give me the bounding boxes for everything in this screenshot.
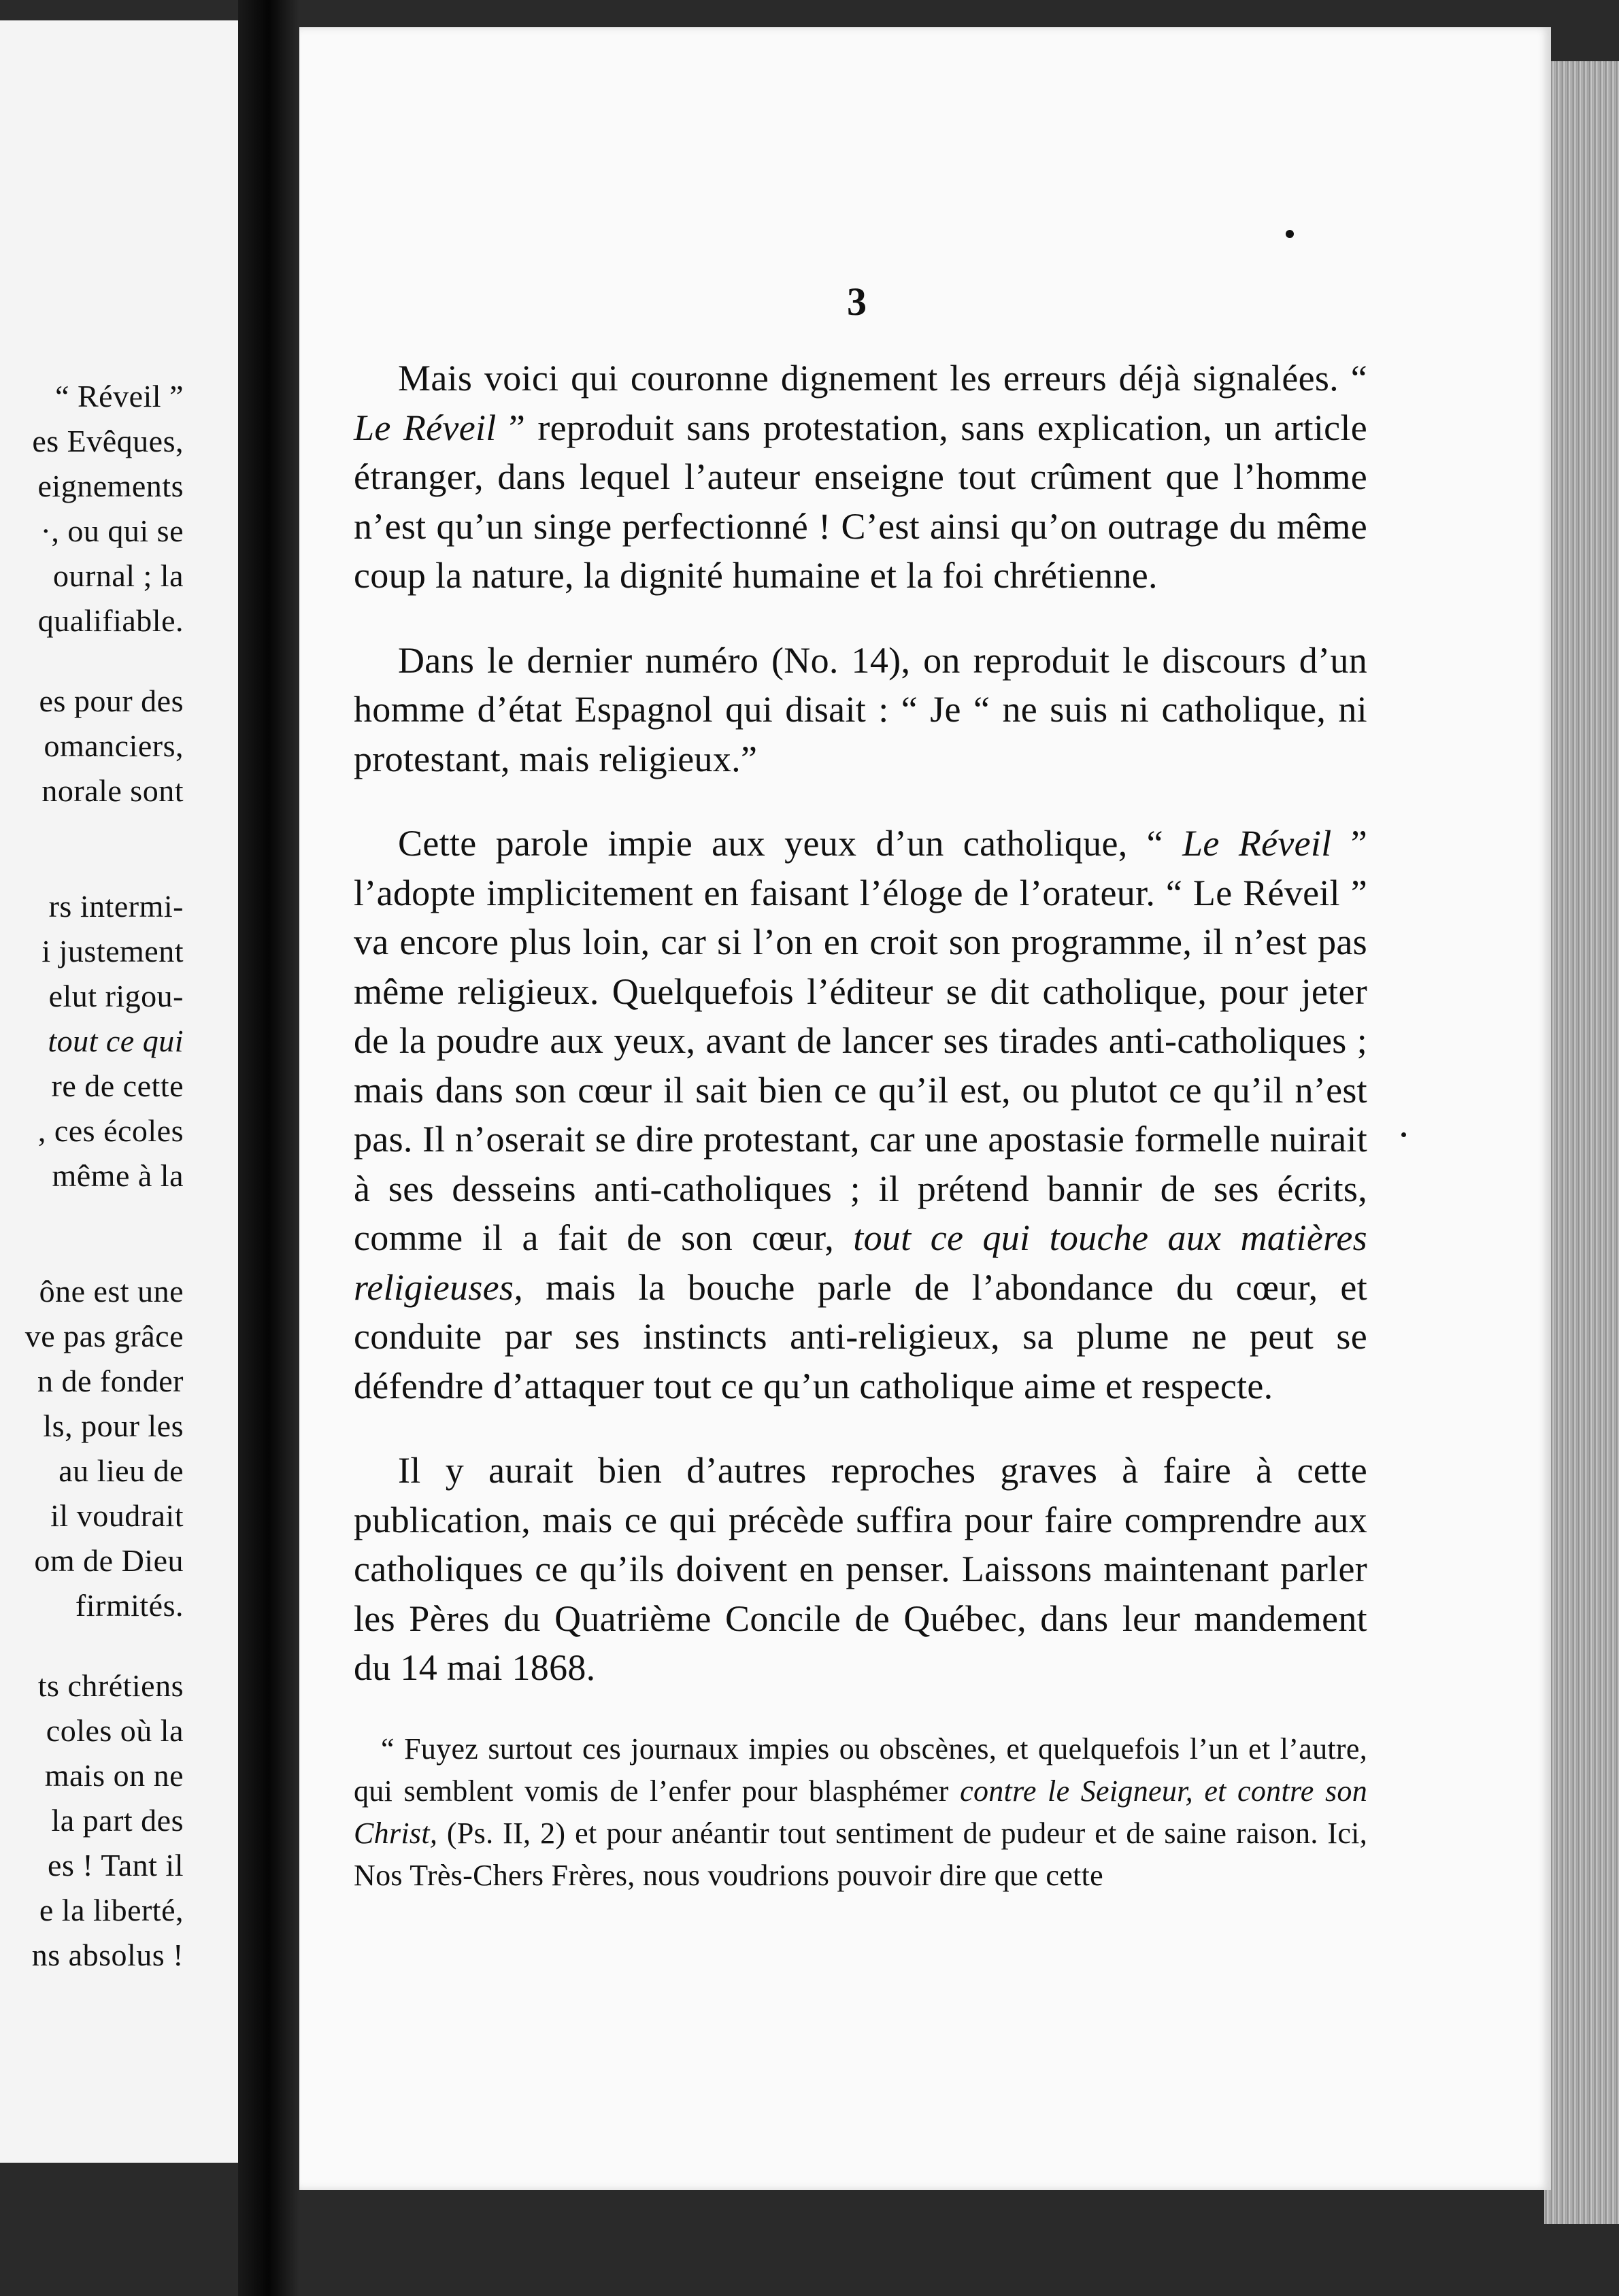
left-page-line: rs intermi- <box>48 889 184 924</box>
print-speck <box>1286 230 1294 238</box>
left-page-line: eignements <box>37 469 184 503</box>
left-page-line: tout ce qui <box>48 1024 184 1058</box>
left-page-line: au lieu de <box>59 1453 184 1488</box>
paragraph: Dans le dernier numéro (No. 14), on reproduit le discours d’un homme d’état Espagnol qui disait : “ Je “ ne suis ni catholique, ni protestant, mais religieux.” <box>354 639 1367 779</box>
left-page-line: firmités. <box>75 1588 184 1623</box>
page-edges <box>1544 61 1619 2224</box>
left-page-line: omanciers, <box>44 728 184 763</box>
left-page-line: ve pas grâce <box>24 1319 184 1353</box>
paragraph: Il y aurait bien d’autres reproches graves à faire à cette publication, mais ce qui précède suffira pour faire comprendre aux catholiques ce qu’ils doivent en penser. Laissons maintenant parler les Pères du Quatrième Concile de Québec, dans leur mandement du 14 mai 1868. <box>354 1450 1367 1688</box>
left-page-line: e la liberté, <box>39 1893 184 1927</box>
paragraph: Mais voici qui couronne dignement les erreurs déjà signalées. “ Le Réveil ” reproduit sans protestation, sans explication, un article étranger, dans lequel l’auteur enseigne tout crûment que l’homme n’est qu’un singe perfectionné ! C’est ainsi qu’on outrage du même coup la nature, la dignité humaine et la foi chrétienne. <box>354 358 1367 596</box>
left-page-line <box>0 1198 184 1234</box>
left-page-line: ·, ou qui se <box>40 513 184 548</box>
page-number: 3 <box>847 280 867 324</box>
left-page-line: i justement <box>41 934 184 968</box>
left-page-line: es ! Tant il <box>48 1848 184 1883</box>
left-page-line: il voudrait <box>50 1498 184 1533</box>
left-page-line: coles où la <box>46 1713 184 1748</box>
page-body <box>354 354 1367 1932</box>
left-page-line: ls, pour les <box>43 1408 184 1443</box>
left-page <box>0 20 238 2163</box>
left-page-line: mais on ne <box>44 1758 184 1793</box>
left-page-line: norale sont <box>41 773 184 808</box>
left-page-line: elut rigou- <box>48 979 184 1013</box>
left-page-line <box>0 813 184 849</box>
left-page-line: ône est une <box>39 1274 184 1309</box>
left-page-line: om de Dieu <box>34 1543 184 1578</box>
left-page-line: ns absolus ! <box>31 1938 184 1972</box>
left-page-line: ournal ; la <box>53 558 184 593</box>
left-page-line: n de fonder <box>37 1364 184 1398</box>
left-page-line: “ Réveil ” <box>55 379 184 413</box>
paragraph: Cette parole impie aux yeux d’un catholique, “ Le Réveil ” l’adopte implicitement en faisant l’éloge de l’orateur. “ Le Réveil ” va encore plus loin, car si l’on en croit son programme, il n’est pas même religieux. Quelquefois l’éditeur se dit catholique, pour jeter de la poudre aux yeux, avant de lancer ses tirades anti-catholiques ; mais dans son cœur il sait bien ce qu’il est, ou plutot ce qu’il n’est pas. Il n’oserait se dire protestant, car une apostasie formelle nuirait à ses desseins anti-catholiques ; il prétend bannir de ses écrits, comme il a fait de son cœur, tout ce qui touche aux matières religieuses, mais la bouche parle de l’abondance du cœur, et conduite par ses instincts anti-religieux, sa plume ne peut se défendre d’attaquer tout ce qu’un catholique aime et respecte. <box>354 823 1367 1406</box>
quotation: “ Fuyez surtout ces journaux impies ou obscènes, et quelquefois l’un et l’autre, qui semblent vomis de l’enfer pour blasphémer contre le Seigneur, et contre son Christ, (Ps. II, 2) et pour anéantir tout sentiment de pudeur et de saine raison. Ici, Nos Très-Chers Frères, nous voudrions pouvoir dire que cette <box>354 1732 1368 1892</box>
left-page-line: ts chrétiens <box>37 1668 184 1703</box>
left-page-line: re de cette <box>51 1068 184 1103</box>
left-page-line: même à la <box>52 1158 184 1193</box>
left-page-line <box>0 1234 184 1269</box>
left-page-line: es pour des <box>39 683 184 718</box>
left-page-line <box>0 1628 184 1664</box>
left-page-line: es Evêques, <box>32 424 184 458</box>
left-page-text <box>0 374 184 1978</box>
left-page-line: la part des <box>51 1803 184 1838</box>
left-page-line: qualifiable. <box>37 603 184 638</box>
left-page-line <box>0 849 184 884</box>
book-gutter <box>238 0 299 2296</box>
print-speck <box>1401 1132 1406 1137</box>
left-page-line: , ces écoles <box>37 1113 184 1148</box>
left-page-line <box>0 643 184 679</box>
